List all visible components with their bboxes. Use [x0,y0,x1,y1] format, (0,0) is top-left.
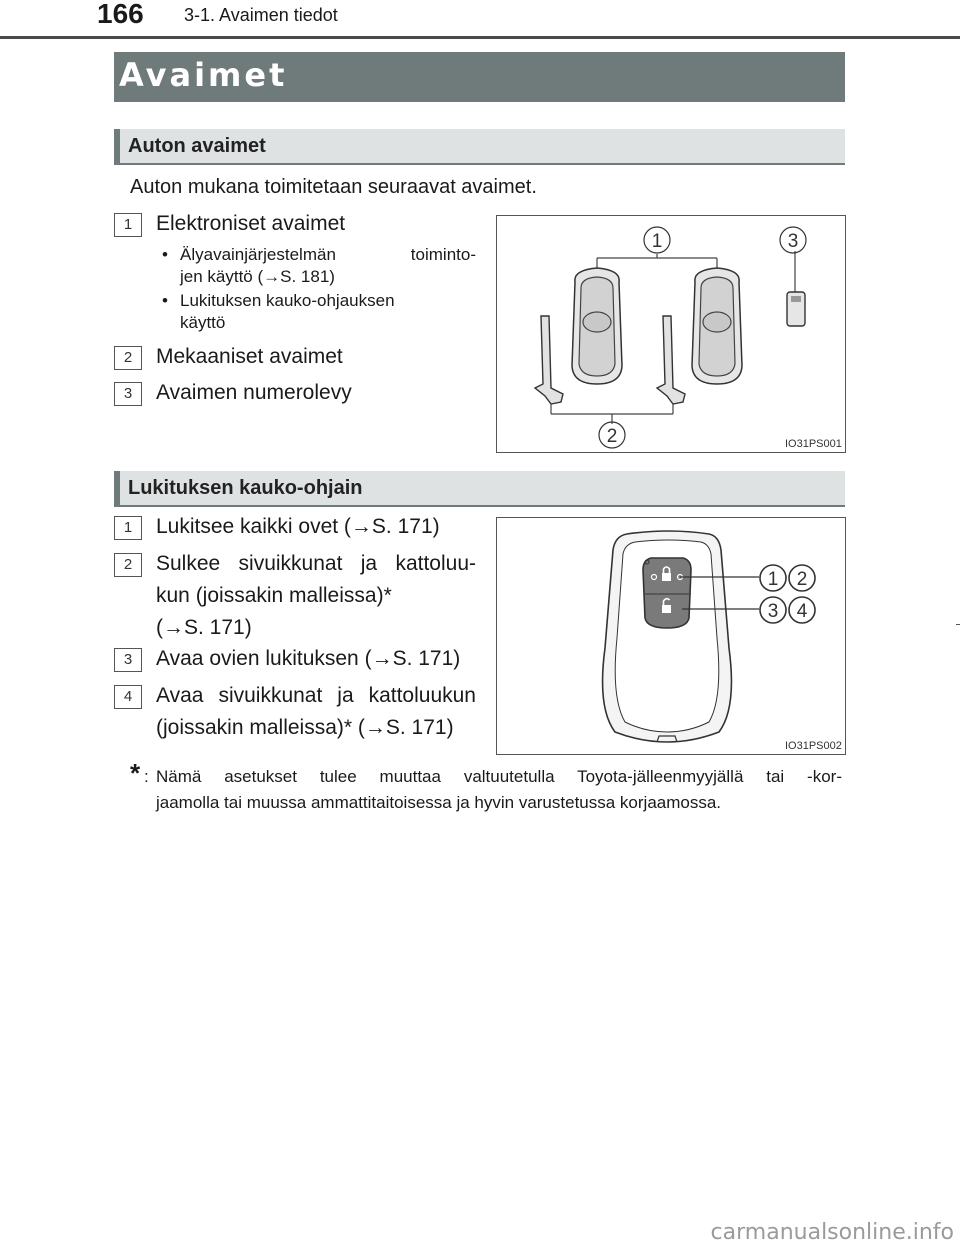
footnote-marker: * [130,758,141,788]
callout-label: 2 [606,426,618,447]
item-label: Mekaaniset avaimet [156,345,343,368]
item-label: Sulkee sivuikkunat ja kattoluu- [156,552,476,575]
page-number: 166 [97,0,144,29]
item-label: (joissakin malleissa)* (→S. 171) [156,716,454,739]
remote-illustration [497,518,845,754]
header-rule [0,36,960,39]
keys-figure [496,215,846,453]
figure-code: IO31PS002 [785,740,842,752]
callout-label: 1 [651,231,663,252]
remote-figure [496,517,846,755]
item-label: (→S. 171) [156,616,252,639]
section-heading-lukituksen-kauko-ohjain [114,471,845,507]
item-number: 2 [114,553,142,577]
callout-label: 1 [767,569,779,590]
item-number: 3 [114,648,142,672]
item-number: 4 [114,685,142,709]
footnote-line: Nämä asetukset tulee muuttaa valtuutetulla Toyota-jälleenmyyjällä tai -kor- [156,767,842,786]
page-title: Avaimet [119,56,288,94]
item-number: 1 [114,213,142,237]
section-reference: 3-1. Avaimen tiedot [184,5,338,25]
watermark: carmanualsonline.info [710,1220,954,1245]
item-number: 1 [114,516,142,540]
item-number: 2 [114,346,142,370]
callout-label: 2 [796,569,808,590]
keys-illustration [497,216,845,452]
footnote-line: jaamolla tai muussa ammattitaitoisessa ja hyvin varustetussa korjaamossa. [156,793,722,812]
item-label: Elektroniset avaimet [156,212,346,235]
margin-tick [956,624,960,625]
item-label: Avaimen numerolevy [156,381,352,404]
item-label: Avaa ovien lukituksen (→S. 171) [156,647,461,670]
item-label: kun (joissakin malleissa)* [156,584,392,607]
figure-code: IO31PS001 [785,438,842,450]
item-label: Lukitsee kaikki ovet (→S. 171) [156,515,440,538]
title-band [114,52,845,102]
section-heading-label: Auton avaimet [128,135,266,157]
callout-label: 3 [767,601,779,622]
intro-paragraph: Auton mukana toimitetaan seuraavat avaimet. [130,176,537,198]
section-heading-label: Lukituksen kauko-ohjain [128,477,363,499]
item-number: 3 [114,382,142,406]
section-heading-auton-avaimet [114,129,845,165]
item-label: Avaa sivuikkunat ja kattoluukun [156,684,476,707]
callout-label: 3 [787,231,799,252]
callout-label: 4 [796,601,808,622]
